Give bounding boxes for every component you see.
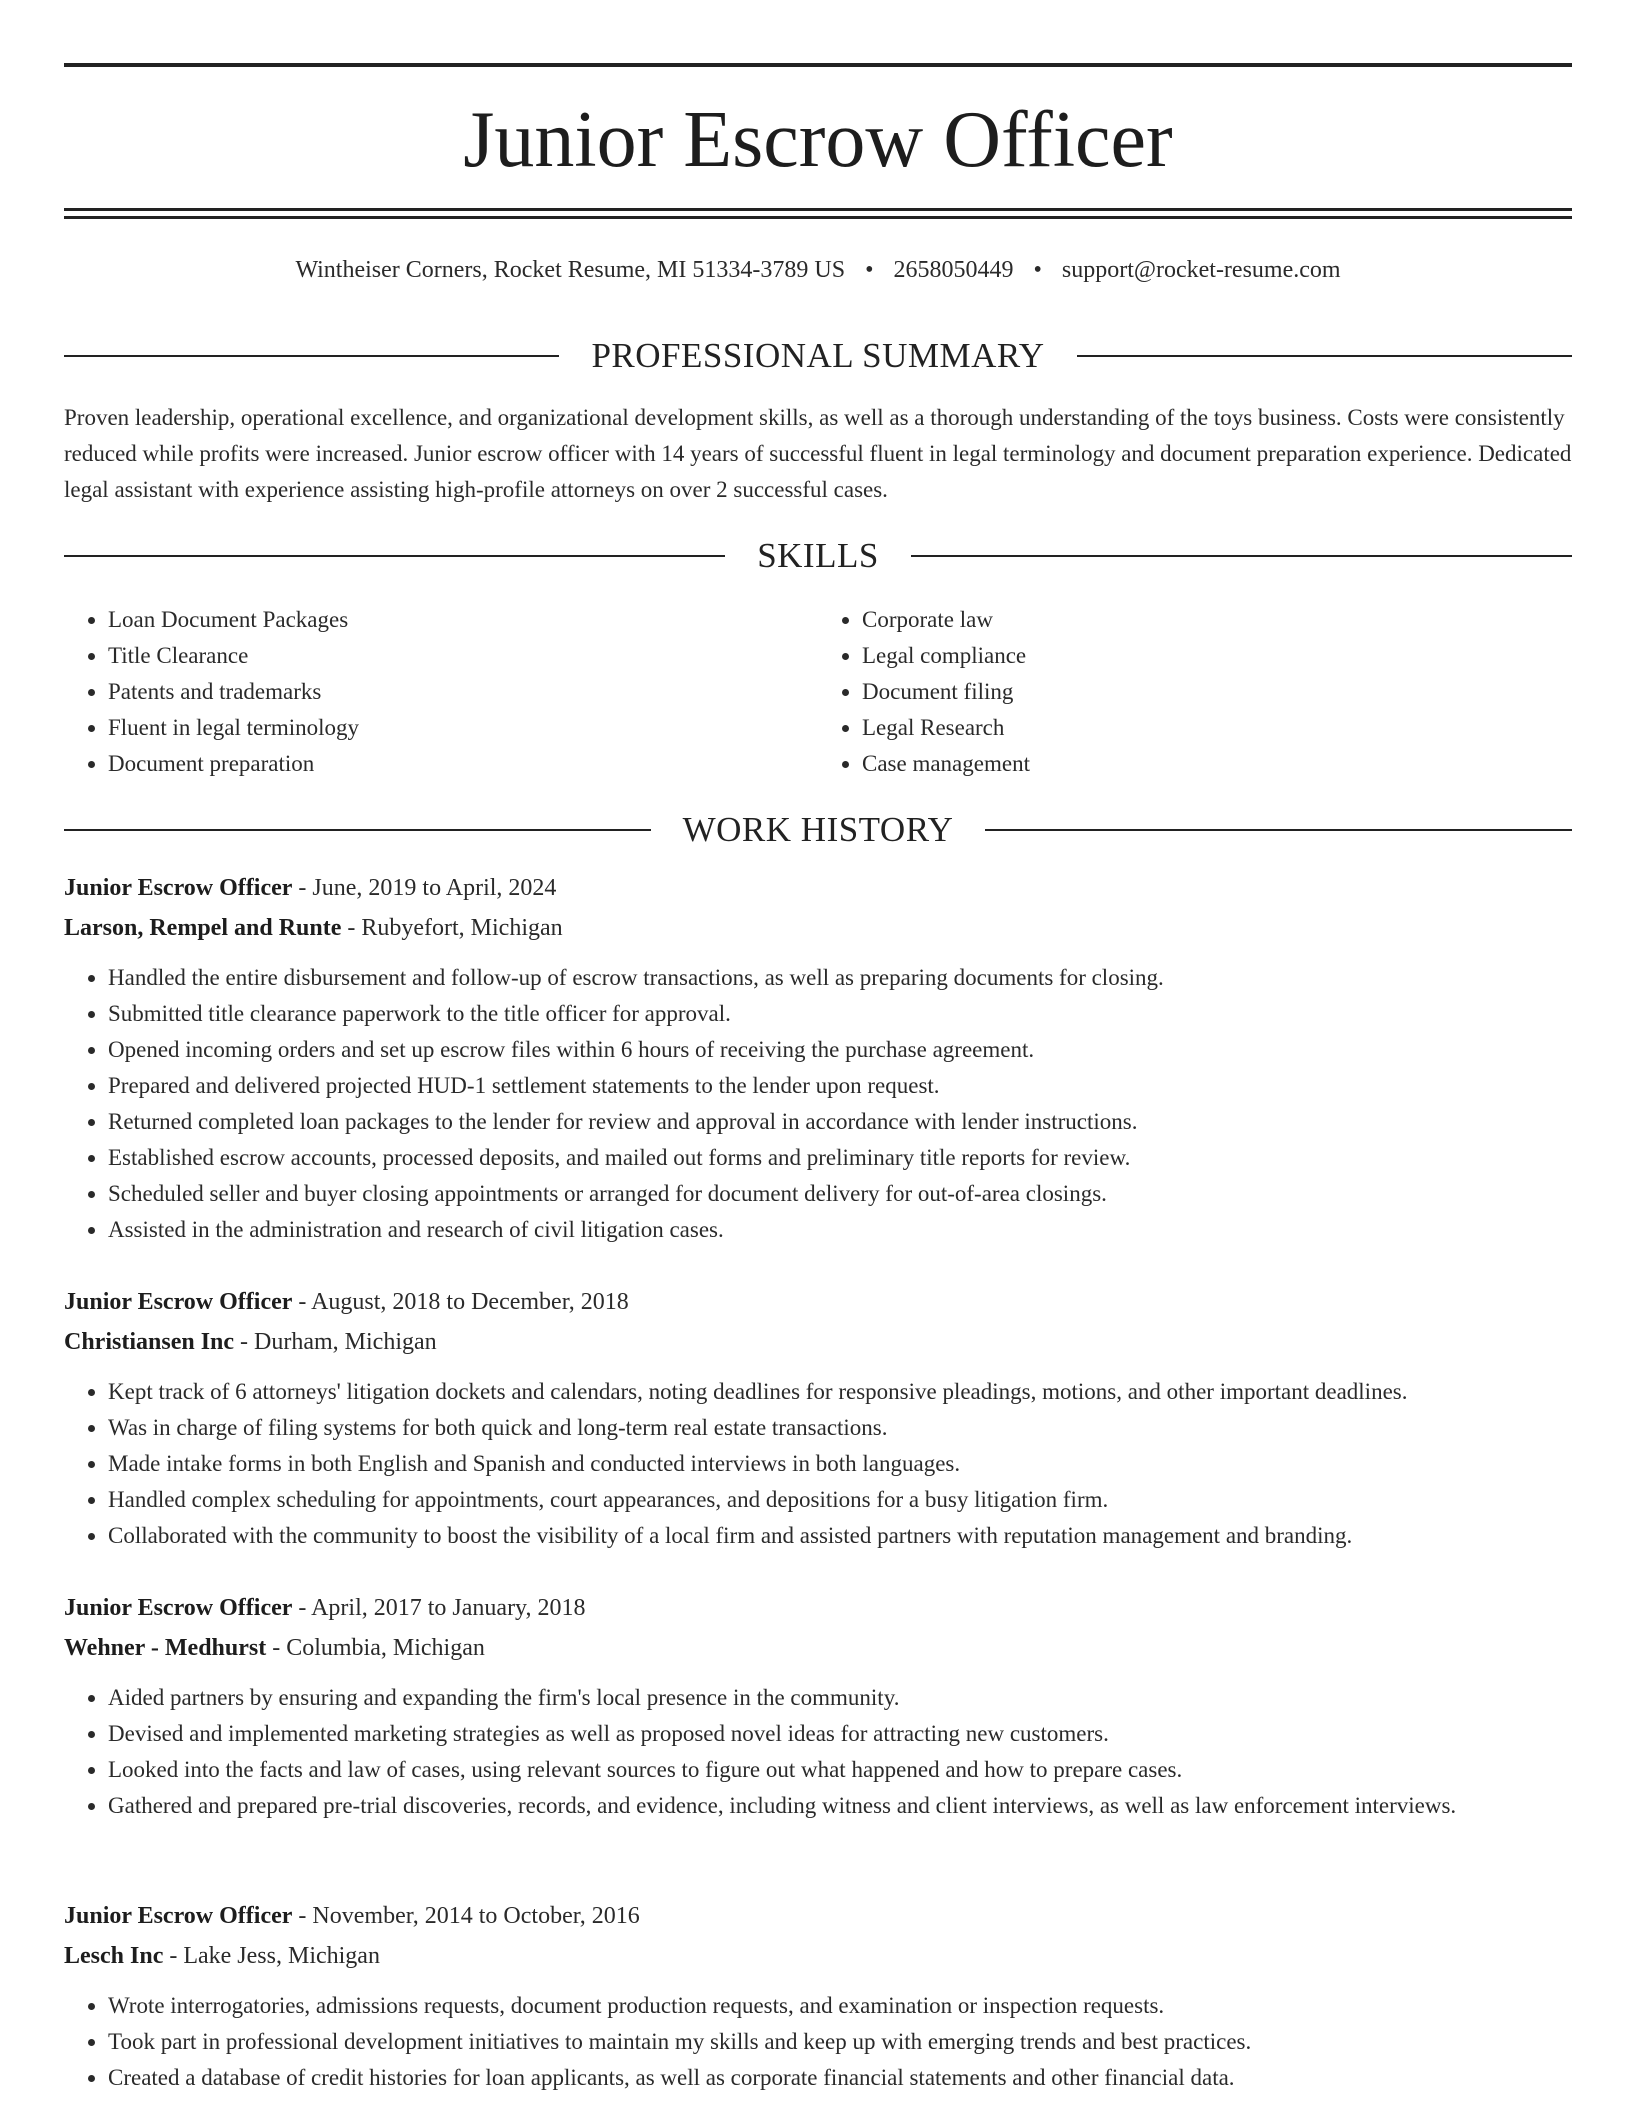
skills-section-header — [64, 536, 1572, 576]
title-double-rule-lower — [64, 216, 1572, 219]
job-bullets — [64, 1374, 1572, 1554]
job-bullet: • Kept track of 6 attorneys' litigation dockets and calendars, noting deadlines for responsive pleadings, motions, and other important deadlines. — [108, 1374, 1572, 1410]
job-entry — [64, 1282, 1572, 1554]
skill-item: • Loan Document Packages — [108, 602, 808, 638]
job-bullet: • Scheduled seller and buyer closing appointments or arranged for document delivery for out-of-area closings. — [108, 1176, 1572, 1212]
section-rule-left — [64, 355, 559, 357]
job-bullets — [64, 1680, 1572, 1824]
contact-address: Wintheiser Corners, Rocket Resume, MI 51334-3789 US — [295, 257, 846, 283]
job-bullet: • Created a database of credit histories for loan applicants, as well as corporate financial statements and other financial data. — [108, 2060, 1572, 2096]
job-bullet: • Returned completed loan packages to the lender for review and approval in accordance with lender instructions. — [108, 1104, 1572, 1140]
section-rule-right — [985, 829, 1572, 831]
contact-separator: • — [865, 257, 874, 283]
job-bullet: • Wrote interrogatories, admissions requests, document production requests, and examination or inspection requests. — [108, 1988, 1572, 2024]
contact-phone: 2658050449 — [893, 257, 1014, 283]
section-rule-left — [64, 829, 651, 831]
job-bullet: • Assisted in the administration and research of civil litigation cases. — [108, 1212, 1572, 1248]
work-section-title: WORK HISTORY — [682, 810, 954, 849]
job-dates: - August, 2018 to December, 2018 — [292, 1289, 629, 1315]
job-company-line — [64, 1628, 1572, 1668]
job-company-line — [64, 908, 1572, 948]
job-company: Lesch Inc — [64, 1943, 164, 1969]
job-bullet: • Took part in professional development initiatives to maintain my skills and keep up with emerging trends and best practices. — [108, 2024, 1572, 2060]
job-bullet: • Looked into the facts and law of cases, using relevant sources to figure out what happened and how to prepare cases. — [108, 1752, 1572, 1788]
job-bullet: • Handled complex scheduling for appointments, court appearances, and depositions for a busy litigation firm. — [108, 1482, 1572, 1518]
skill-item: • Document filing — [862, 674, 1562, 710]
skills-column-left — [64, 602, 808, 782]
job-bullet: • Submitted title clearance paperwork to the title officer for approval. — [108, 996, 1572, 1032]
contact-separator: • — [1033, 257, 1042, 283]
work-section-header — [64, 810, 1572, 850]
resume-title: Junior Escrow Officer — [463, 96, 1173, 184]
job-title: Junior Escrow Officer — [64, 1595, 293, 1621]
job-dates: - June, 2019 to April, 2024 — [292, 875, 557, 901]
job-entry — [64, 1896, 1572, 2096]
job-company-line — [64, 1936, 1572, 1976]
job-title-line — [64, 1282, 1572, 1322]
job-title: Junior Escrow Officer — [64, 1289, 293, 1315]
job-entry — [64, 1588, 1572, 1824]
skill-item: • Corporate law — [862, 602, 1562, 638]
skill-item: • Case management — [862, 746, 1562, 782]
job-title-line — [64, 1896, 1572, 1936]
job-location: - Lake Jess, Michigan — [163, 1943, 380, 1969]
summary-section-title: PROFESSIONAL SUMMARY — [591, 336, 1045, 375]
summary-text: Proven leadership, operational excellence, and organizational development skills, as well as a thorough understanding of the toys business. Costs were consistently reduced while profits were increased. Junior escrow officer with 14 years of successful fluent in legal terminology and document preparation experience. Dedicated legal assistant with experience assisting high-profile attorneys on over 2 successful cases. — [64, 405, 1572, 502]
skills-column-right — [818, 602, 1562, 782]
contact-email: support@rocket-resume.com — [1061, 257, 1341, 283]
job-bullet: • Handled the entire disbursement and follow-up of escrow transactions, as well as preparing documents for closing. — [108, 960, 1572, 996]
job-entry — [64, 868, 1572, 1248]
job-bullet: • Aided partners by ensuring and expanding the firm's local presence in the community. — [108, 1680, 1572, 1716]
job-company-line — [64, 1322, 1572, 1362]
skill-item: • Title Clearance — [108, 638, 808, 674]
job-location: - Columbia, Michigan — [266, 1635, 485, 1661]
job-bullet: • Collaborated with the community to boost the visibility of a local firm and assisted partners with reputation management and branding. — [108, 1518, 1572, 1554]
job-bullets — [64, 960, 1572, 1248]
job-company: Wehner - Medhurst — [64, 1635, 267, 1661]
job-company: Larson, Rempel and Runte — [64, 915, 342, 941]
summary-section-header — [64, 336, 1572, 376]
skill-item: • Fluent in legal terminology — [108, 710, 808, 746]
job-bullet: • Opened incoming orders and set up escrow files within 6 hours of receiving the purchase agreement. — [108, 1032, 1572, 1068]
title-double-rule-upper — [64, 208, 1572, 211]
section-rule-right — [911, 555, 1572, 557]
job-bullet: • Gathered and prepared pre-trial discoveries, records, and evidence, including witness and client interviews, as well as law enforcement interviews. — [108, 1788, 1572, 1824]
section-rule-left — [64, 555, 725, 557]
job-dates: - November, 2014 to October, 2016 — [292, 1903, 640, 1929]
job-title: Junior Escrow Officer — [64, 1903, 293, 1929]
job-bullet: • Was in charge of filing systems for both quick and long-term real estate transactions. — [108, 1410, 1572, 1446]
job-bullet: • Devised and implemented marketing strategies as well as proposed novel ideas for attracting new customers. — [108, 1716, 1572, 1752]
skill-item: • Document preparation — [108, 746, 808, 782]
job-bullet: • Prepared and delivered projected HUD-1 settlement statements to the lender upon request. — [108, 1068, 1572, 1104]
job-location: - Rubyefort, Michigan — [341, 915, 563, 941]
contact-line — [64, 254, 1572, 286]
top-rule — [64, 63, 1572, 67]
skill-item: • Legal Research — [862, 710, 1562, 746]
job-location: - Durham, Michigan — [234, 1329, 437, 1355]
job-bullet: • Established escrow accounts, processed deposits, and mailed out forms and preliminary title reports for review. — [108, 1140, 1572, 1176]
job-bullets — [64, 1988, 1572, 2096]
job-title-line — [64, 1588, 1572, 1628]
skill-item: • Patents and trademarks — [108, 674, 808, 710]
section-rule-right — [1077, 355, 1572, 357]
job-bullet: • Made intake forms in both English and Spanish and conducted interviews in both languages. — [108, 1446, 1572, 1482]
skills-section-title: SKILLS — [757, 536, 879, 575]
job-title-line — [64, 868, 1572, 908]
skills-list — [64, 602, 1572, 782]
job-company: Christiansen Inc — [64, 1329, 235, 1355]
skill-item: • Legal compliance — [862, 638, 1562, 674]
job-dates: - April, 2017 to January, 2018 — [292, 1595, 586, 1621]
job-title: Junior Escrow Officer — [64, 875, 293, 901]
